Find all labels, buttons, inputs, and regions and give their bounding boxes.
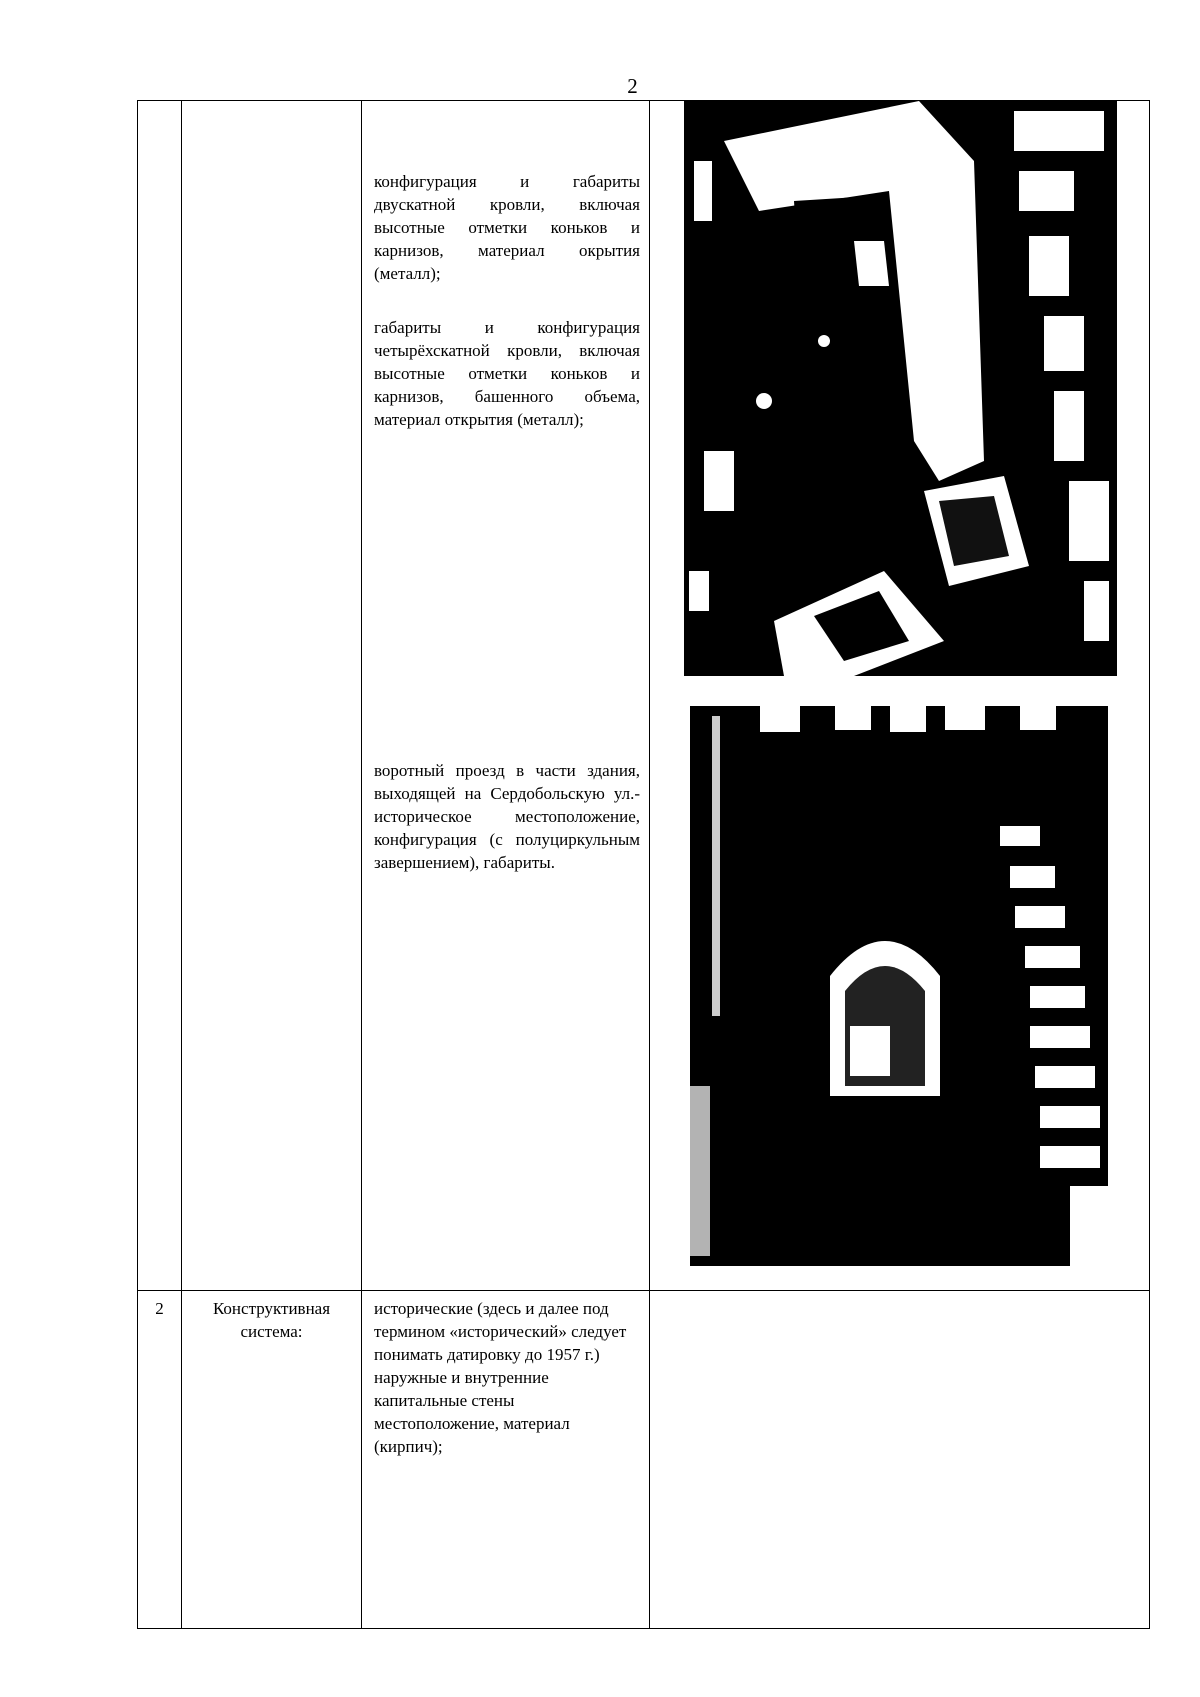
protected-features-table <box>137 100 1150 1629</box>
row-name-cell: Конструктивная система: <box>182 1291 362 1629</box>
gateway-text: воротный проезд в части здания, выходящей на Сердобольскую ул.- историческое местоположение, конфигурация (с полуциркульным завершением), габариты. <box>374 761 640 872</box>
table-row <box>138 1291 1150 1629</box>
roof-gable-text: конфигурация и габариты двускатной кровли, включая высотные отметки коньков и карнизов, материал окрытия (металл); <box>374 172 640 283</box>
roof-hip-text: габариты и конфигурация четырёхскатной кровли, включая высотные отметки коньков и карнизов, башенного объема, материал открытия (металл); <box>374 318 640 429</box>
page-number: 2 <box>627 74 638 98</box>
aerial-photo <box>684 101 1117 676</box>
row-number-cell <box>138 101 182 1291</box>
row-photo-cell <box>650 101 1150 1291</box>
row-photo-cell <box>650 1291 1150 1629</box>
row-name-cell <box>182 101 362 1291</box>
row-description-cell <box>362 1291 650 1629</box>
table-row <box>138 101 1150 1291</box>
row-number-cell: 2 <box>138 1291 182 1629</box>
gateway-photo <box>690 706 1108 1266</box>
row-description-cell <box>362 101 650 1291</box>
walls-text: исторические (здесь и далее под термином «исторический» следует понимать датировку до 1957 г.) наружные и внутренние капитальные стены местоположение, материал (кирпич); <box>374 1299 627 1456</box>
